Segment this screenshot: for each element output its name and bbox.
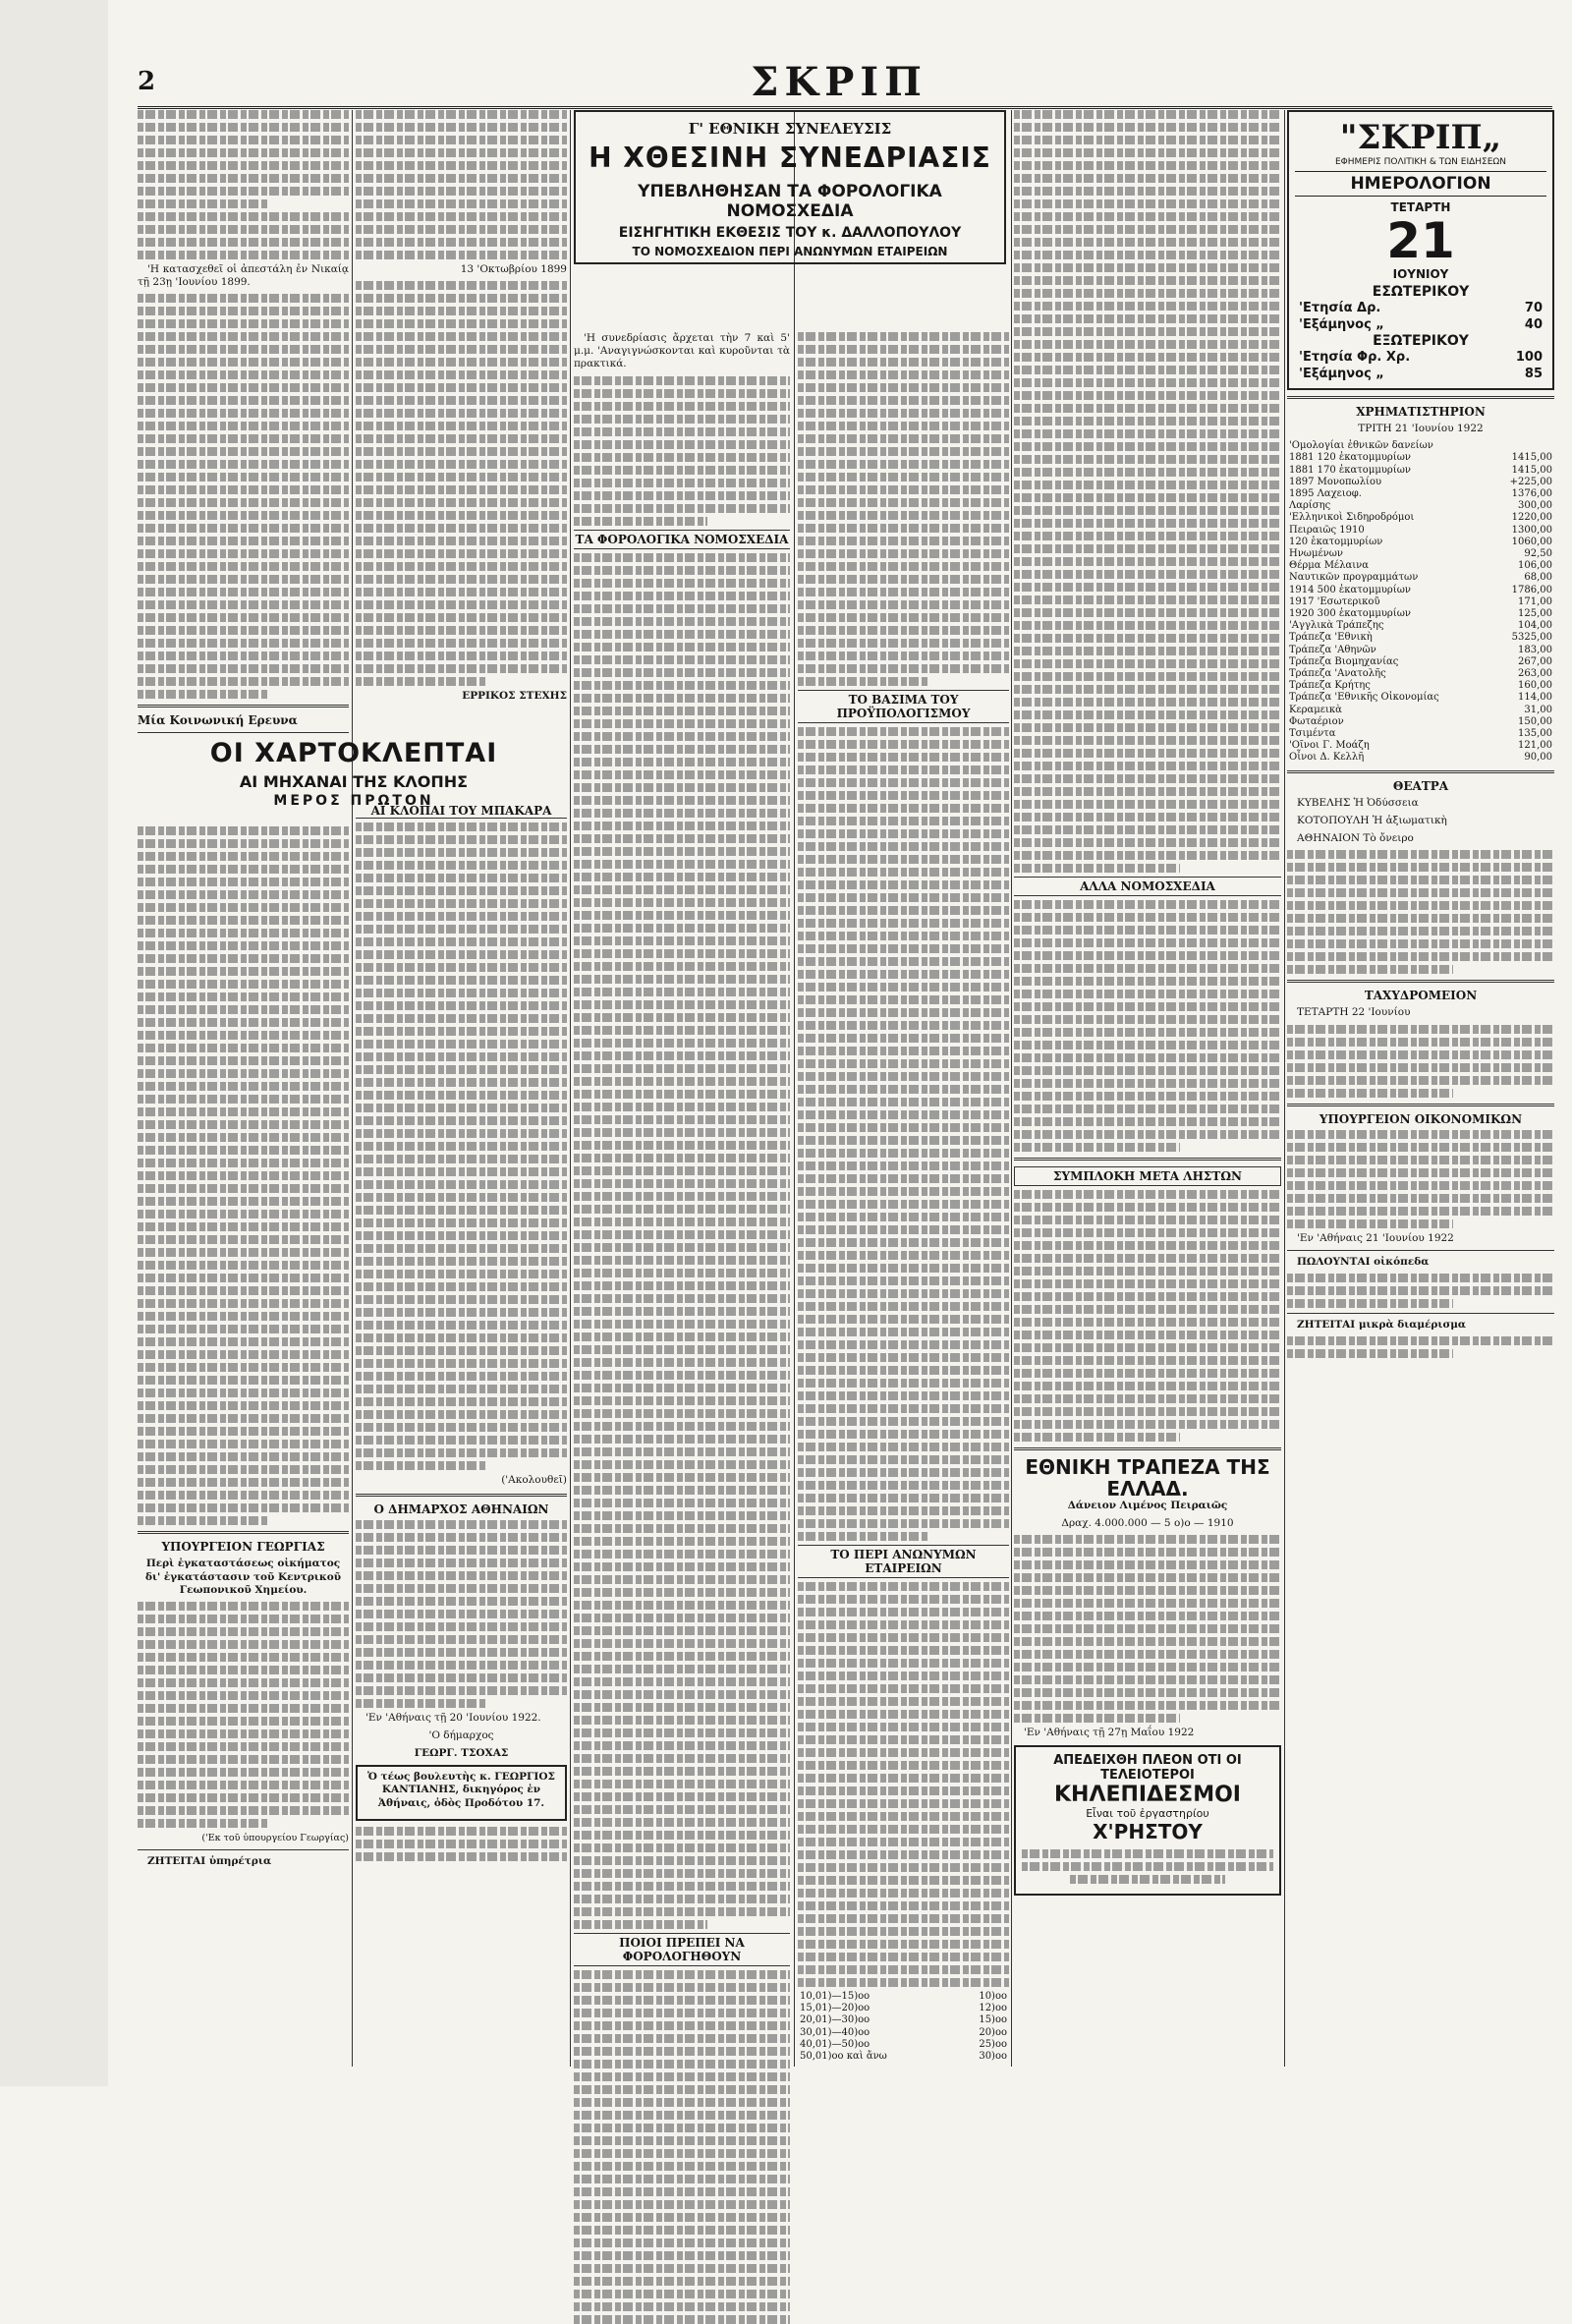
notice-maid: ΖΗΤΕΙΤΑΙ ὑπηρέτρια <box>147 1855 272 1868</box>
bandage-ad-name: Χ'ΡΗΣΤΟΥ <box>1093 1819 1203 1843</box>
ministry-sign: ('Εκ τοῦ ὑπουργείου Γεωργίας) <box>201 1833 349 1844</box>
assembly-lead: 'Η συνεδρίασις ἄρχεται τὴν 7 καὶ 5' μ.μ. 'Αναγιγνώσκονται καὶ κυροῦνται τὰ πρακτικά. <box>574 332 790 370</box>
cal-title: ΗΜΕΡΟΛΟΓΙΟΝ <box>1295 171 1546 197</box>
col1-snippet: 'Η κατασχεθεῖ οἱ ἀπεστάλη ἐν Νικαίᾳ τῇ 23ῃ 'Ιουνίου 1899. <box>138 263 349 289</box>
section-who-pays: ΠΟΙΟΙ ΠΡΕΠΕΙ ΝΑ ΦΟΡΟΛΟΓΗΘΟΥΝ <box>574 1933 790 1966</box>
table-row: 30,01)—40)οο 20)οο <box>800 2026 1007 2038</box>
exchange-value: 160,00 <box>1518 680 1552 692</box>
feuilleton-sign: ΕΡΡΙΚΟΣ ΣΤΕΧΗΣ <box>462 690 567 703</box>
exchange-row <box>1287 632 1554 644</box>
section-tag: Μία Κοινωνική Ερευνα <box>138 713 298 728</box>
bandage-ad-product: ΚΗΛΕΠΙΔΕΣΜΟΙ <box>1054 1782 1241 1807</box>
price-row: 'Εξάμηνος „ 40 <box>1299 317 1543 332</box>
mayor-title: Ο ΔΗΜΑΡΧΟΣ ΑΘΗΝΑΙΩΝ <box>373 1502 549 1516</box>
exchange-row <box>1287 512 1554 524</box>
exchange-row <box>1287 537 1554 548</box>
exchange-label: Τράπεζα Κρήτης <box>1289 680 1371 692</box>
theatre-line: ΚΥΒΕΛΗΣ Ἡ Ὀδύσσεια <box>1297 796 1419 809</box>
exchange-label: 'Αγγλικὰ Τράπεζης <box>1289 620 1384 632</box>
exchange-value: 92,50 <box>1524 548 1552 560</box>
column-4 <box>798 332 1009 2071</box>
exchange-value: 1376,00 <box>1511 488 1552 500</box>
exchange-row <box>1287 548 1554 560</box>
tax-rate-table <box>798 1991 1009 2063</box>
exchange-value: 1415,00 <box>1511 464 1552 476</box>
column-rule <box>352 110 353 2067</box>
exchange-value: 5325,00 <box>1511 632 1552 644</box>
exchange-row <box>1287 440 1554 452</box>
price-row: 'Εξάμηνος „ 85 <box>1299 367 1543 381</box>
exchange-row <box>1287 668 1554 680</box>
cal-weekday: ΤΕΤΑΡΤΗ <box>1390 200 1451 214</box>
exchange-title: ΧΡΗΜΑΤΙΣΤΗΡΙΟΝ <box>1356 405 1486 419</box>
exchange-value: 267,00 <box>1518 655 1552 667</box>
article-subtitle: ΑΙ ΜΗΧΑΝΑΙ ΤΗΣ ΚΛΟΠΗΣ <box>239 772 469 792</box>
theatre-line: ΑΘΗΝΑΙΟΝ Τὸ ὄνειρο <box>1297 832 1414 845</box>
exchange-table <box>1287 440 1554 764</box>
exchange-date: ΤΡΙΤΗ 21 'Ιουνίου 1922 <box>1358 423 1484 434</box>
subscription-box <box>1287 110 1554 390</box>
exchange-label: Πειραιῶς 1910 <box>1289 524 1365 536</box>
section-tax-bills: ΤΑ ΦΟΡΟΛΟΓΙΚΑ ΝΟΜΟΣΧΕΔΙΑ <box>574 530 790 549</box>
assembly-banner <box>574 110 1006 264</box>
section-budget: ΤΟ ΒΑΣΙΜΑ ΤΟΥ ΠΡΟΫΠΟΛΟΓΙΣΜΟΥ <box>798 690 1009 723</box>
theatre-title: ΘΕΑΤΡΑ <box>1392 778 1449 793</box>
exchange-row <box>1287 585 1554 596</box>
exchange-value: 90,00 <box>1524 752 1552 764</box>
bank-subtitle: Δάνειον Λιμένος Πειραιῶς <box>1067 1500 1228 1511</box>
cal-paper-name: "ΣΚΡΙΠ„ <box>1339 118 1502 157</box>
exchange-row <box>1287 572 1554 584</box>
exchange-label: 'Οῖνοι Γ. Μοάζη <box>1289 740 1370 752</box>
cal-exterior: ΕΞΩΤΕΡΙΚΟΥ <box>1373 333 1469 349</box>
exchange-value: 263,00 <box>1518 668 1552 680</box>
exchange-value: +225,00 <box>1509 476 1552 487</box>
exchange-value: 150,00 <box>1518 715 1552 727</box>
exchange-label: 'Ομολογίαι ἐθνικῶν δανείων <box>1289 440 1433 452</box>
exchange-value: 104,00 <box>1518 620 1552 632</box>
finance-ministry-title: ΥΠΟΥΡΓΕΙΟΝ ΟΙΚΟΝΟΜΙΚΩΝ <box>1319 1111 1523 1126</box>
column-rule <box>1284 110 1285 2067</box>
article-follows: ('Ακολουθεῖ) <box>501 1474 567 1487</box>
table-row: 50,01)οο καὶ ἄνω 30)οο <box>800 2051 1007 2063</box>
feuilleton-date: 13 'Οκτωβρίου 1899 <box>460 263 567 275</box>
bandage-ad-line: Εἶναι τοῦ ἐργαστηρίου <box>1086 1806 1209 1820</box>
exchange-label: 1895 Λαχειοφ. <box>1289 488 1362 500</box>
cal-month: ΙΟΥΝΙΟΥ <box>1392 267 1449 281</box>
exchange-value <box>1492 440 1554 452</box>
column-5 <box>1014 110 1281 2075</box>
exchange-row <box>1287 740 1554 752</box>
price-row: 'Ετησία Δρ. 70 <box>1299 301 1543 315</box>
bank-loan-line: Δραχ. 4.000.000 — 5 ο)ο — 1910 <box>1061 1517 1234 1530</box>
exchange-value: 1220,00 <box>1511 512 1552 524</box>
section-other-bills: ΑΛΛΑ ΝΟΜΟΣΧΕΔΙΑ <box>1014 877 1281 896</box>
ministry-subtitle: Περὶ ἐγκαταστάσεως οἰκήματος δι' ἐγκατάστασιν τοῦ Κεντρικοῦ Γεωπονικοῦ Χημείου. <box>144 1558 342 1596</box>
exchange-row <box>1287 705 1554 716</box>
exchange-label: Ηνωμένων <box>1289 548 1343 560</box>
article-kicker: ΑΙ ΚΛΟΠΑΙ ΤΟΥ ΜΠΑΚΑΡΑ <box>356 804 567 819</box>
table-row: 40,01)—50)οο 25)οο <box>800 2038 1007 2050</box>
exchange-label: Τράπεζα Βιομηχανίας <box>1289 655 1399 667</box>
exchange-row <box>1287 656 1554 668</box>
exchange-label: Κεραμεικὰ <box>1289 704 1342 715</box>
bank-date: 'Εν 'Αθήναις τῇ 27ῃ Μαΐου 1922 <box>1024 1727 1195 1739</box>
article-part: ΜΕΡΟΣ ΠΡΩΤΟΝ <box>273 793 434 810</box>
exchange-label: Λαρίσης <box>1289 500 1331 512</box>
exchange-value: 183,00 <box>1518 644 1552 655</box>
exchange-row <box>1287 620 1554 632</box>
exchange-row <box>1287 525 1554 537</box>
cal-day: 21 <box>1386 212 1455 269</box>
cal-paper-sub: ΕΦΗΜΕΡΙΣ ΠΟΛΙΤΙΚΗ & ΤΩΝ ΕΙΔΗΣΕΩΝ <box>1334 157 1507 167</box>
exchange-value: 106,00 <box>1518 560 1552 572</box>
mayor-role: 'Ο δήμαρχος <box>428 1729 494 1741</box>
lawyer-ad-text: Ὁ τέως βουλευτὴς κ. ΓΕΩΡΓΙΟΣ ΚΑΝΤΙΑΝΗΣ, δικηγόρος ἐν Ἀθήναις, ὁδὸς Προδότου 17. <box>367 1771 555 1809</box>
exchange-label: Φωταέριον <box>1289 715 1344 727</box>
column-6 <box>1287 110 1554 2075</box>
exchange-row <box>1287 728 1554 740</box>
exchange-row <box>1287 500 1554 512</box>
exchange-label: Τράπεζα 'Ανατολῆς <box>1289 668 1386 680</box>
exchange-label: Θέρμα Μέλαινα <box>1289 560 1369 572</box>
exchange-label: 1917 'Εσωτερικοῦ <box>1289 595 1380 607</box>
exchange-row <box>1287 452 1554 464</box>
exchange-label: Ναυτικῶν προγραμμάτων <box>1289 572 1419 584</box>
article-title: ΟΙ ΧΑΡΤΟΚΛΕΠΤΑΙ <box>209 738 498 769</box>
exchange-label: Τράπεζα 'Εθνικὴ <box>1289 632 1373 644</box>
exchange-value: 31,00 <box>1524 704 1552 715</box>
table-row: 10,01)—15)οο 10)οο <box>800 1991 1007 2002</box>
exchange-value: 121,00 <box>1518 740 1552 752</box>
exchange-label: 1881 120 ἑκατομμυρίων <box>1289 452 1411 464</box>
exchange-row <box>1287 716 1554 728</box>
scan-margin <box>0 0 108 2086</box>
bandage-ad-title: ΑΠΕΔΕΙΧΘΗ ΠΛΕΟΝ ΟΤΙ ΟΙ ΤΕΛΕΙΟΤΕΡΟΙ <box>1053 1752 1242 1783</box>
sale-notice: ΠΩΛΟΥΝΤΑΙ οἰκόπεδα <box>1297 1255 1430 1268</box>
section-bandits: ΣΥΜΠΛΟΚΗ ΜΕΤΑ ΛΗΣΤΩΝ <box>1014 1166 1281 1186</box>
exchange-label: Οἶνοι Δ. Κελλῆ <box>1289 752 1365 764</box>
exchange-label: 120 ἑκατομμυρίων <box>1289 536 1383 547</box>
exchange-row <box>1287 488 1554 500</box>
column-3-body <box>574 332 790 2071</box>
mayor-date: 'Εν 'Αθήναις τῇ 20 'Ιουνίου 1922. <box>365 1711 541 1724</box>
exchange-label: 1914 500 ἑκατομμυρίων <box>1289 584 1411 595</box>
price-row: 'Ετησία Φρ. Χρ. 100 <box>1299 350 1543 365</box>
exchange-label: Τράπεζα 'Αθηνῶν <box>1289 644 1376 655</box>
assembly-subhead-3: ΤΟ ΝΟΜΟΣΧΕΔΙΟΝ ΠΕΡΙ ΑΝΩΝΥΜΩΝ ΕΤΑΙΡΕΙΩΝ <box>632 245 948 258</box>
exchange-value: 1786,00 <box>1511 584 1552 595</box>
exchange-row <box>1287 680 1554 692</box>
assembly-kicker: Γ' ΕΘΝΙΚΗ ΣΥΝΕΛΕΥΣΙΣ <box>688 120 892 138</box>
table-row: 15,01)—20)οο 12)οο <box>800 2003 1007 2014</box>
exchange-label: Τσιμέντα <box>1289 728 1336 740</box>
seek-notice: ΖΗΤΕΙΤΑΙ μικρὰ διαμέρισμα <box>1297 1318 1466 1331</box>
table-row: 20,01)—30)οο 15)οο <box>800 2014 1007 2026</box>
column-2 <box>356 110 567 2075</box>
assembly-subhead-2: ΕΙΣΗΓΗΤΙΚΗ ΕΚΘΕΣΙΣ ΤΟΥ κ. ΔΑΛΛΟΠΟΥΛΟΥ <box>618 225 962 241</box>
exchange-label: Τράπεζα 'Εθνικῆς Οἰκονομίας <box>1289 692 1439 704</box>
exchange-value: 1300,00 <box>1511 524 1552 536</box>
post-date: ΤΕΤΑΡΤΗ 22 'Ιουνίου <box>1297 1006 1411 1019</box>
ministry-title: ΥΠΟΥΡΓΕΙΟΝ ΓΕΩΡΓΙΑΣ <box>161 1540 325 1555</box>
paper-name: ΣΚΡΙΠ <box>751 58 927 105</box>
bank-title: ΕΘΝΙΚΗ ΤΡΑΠΕΖΑ ΤΗΣ ΕΛΛΑΔ. <box>1025 1455 1270 1501</box>
exchange-row <box>1287 752 1554 764</box>
cal-interior: ΕΣΩΤΕΡΙΚΟΥ <box>1372 284 1470 300</box>
exchange-label: 1881 170 ἑκατομμυρίων <box>1289 464 1411 476</box>
exchange-row <box>1287 692 1554 704</box>
exchange-row <box>1287 596 1554 608</box>
column-rule <box>570 110 571 2067</box>
bandage-ad <box>1014 1745 1281 1896</box>
post-title: ΤΑΧΥΔΡΟΜΕΙΟΝ <box>1364 989 1478 1003</box>
finance-ministry-date: 'Εν 'Αθήναις 21 'Ιουνίου 1922 <box>1297 1231 1454 1244</box>
exchange-value: 125,00 <box>1518 608 1552 620</box>
exchange-value: 68,00 <box>1524 572 1552 584</box>
exchange-row <box>1287 560 1554 572</box>
exchange-value: 114,00 <box>1518 692 1552 704</box>
exchange-label: 'Ελληνικοὶ Σιδηροδρόμοι <box>1289 512 1415 524</box>
theatre-line: ΚΟΤΟΠΟΥΛΗ Ἡ ἀξιωματικὴ <box>1297 814 1447 826</box>
masthead <box>138 57 1552 109</box>
page-number: 2 <box>138 67 156 96</box>
assembly-headline: Η ΧΘΕΣΙΝΗ ΣΥΝΕΔΡΙΑΣΙΣ <box>589 142 991 174</box>
section-companies: ΤΟ ΠΕΡΙ ΑΝΩΝΥΜΩΝ ΕΤΑΙΡΕΙΩΝ <box>798 1545 1009 1578</box>
exchange-row <box>1287 645 1554 656</box>
exchange-value: 1060,00 <box>1511 536 1552 547</box>
exchange-value: 171,00 <box>1518 595 1552 607</box>
column-rule <box>1011 110 1012 2067</box>
exchange-value: 135,00 <box>1518 728 1552 740</box>
assembly-subhead-1: ΥΠΕΒΛΗΘΗΣΑΝ ΤΑ ΦΟΡΟΛΟΓΙΚΑ ΝΟΜΟΣΧΕΔΙΑ <box>638 182 942 221</box>
lawyer-ad <box>356 1765 567 1821</box>
exchange-label: 1920 300 ἑκατομμυρίων <box>1289 608 1411 620</box>
exchange-value: 300,00 <box>1518 500 1552 512</box>
exchange-value: 1415,00 <box>1511 452 1552 464</box>
exchange-label: 1897 Μονοπωλίου <box>1289 476 1382 487</box>
exchange-row <box>1287 477 1554 488</box>
exchange-row <box>1287 608 1554 620</box>
mayor-name: ΓΕΩΡΓ. ΤΣΟΧΑΣ <box>414 1747 509 1760</box>
exchange-row <box>1287 465 1554 477</box>
